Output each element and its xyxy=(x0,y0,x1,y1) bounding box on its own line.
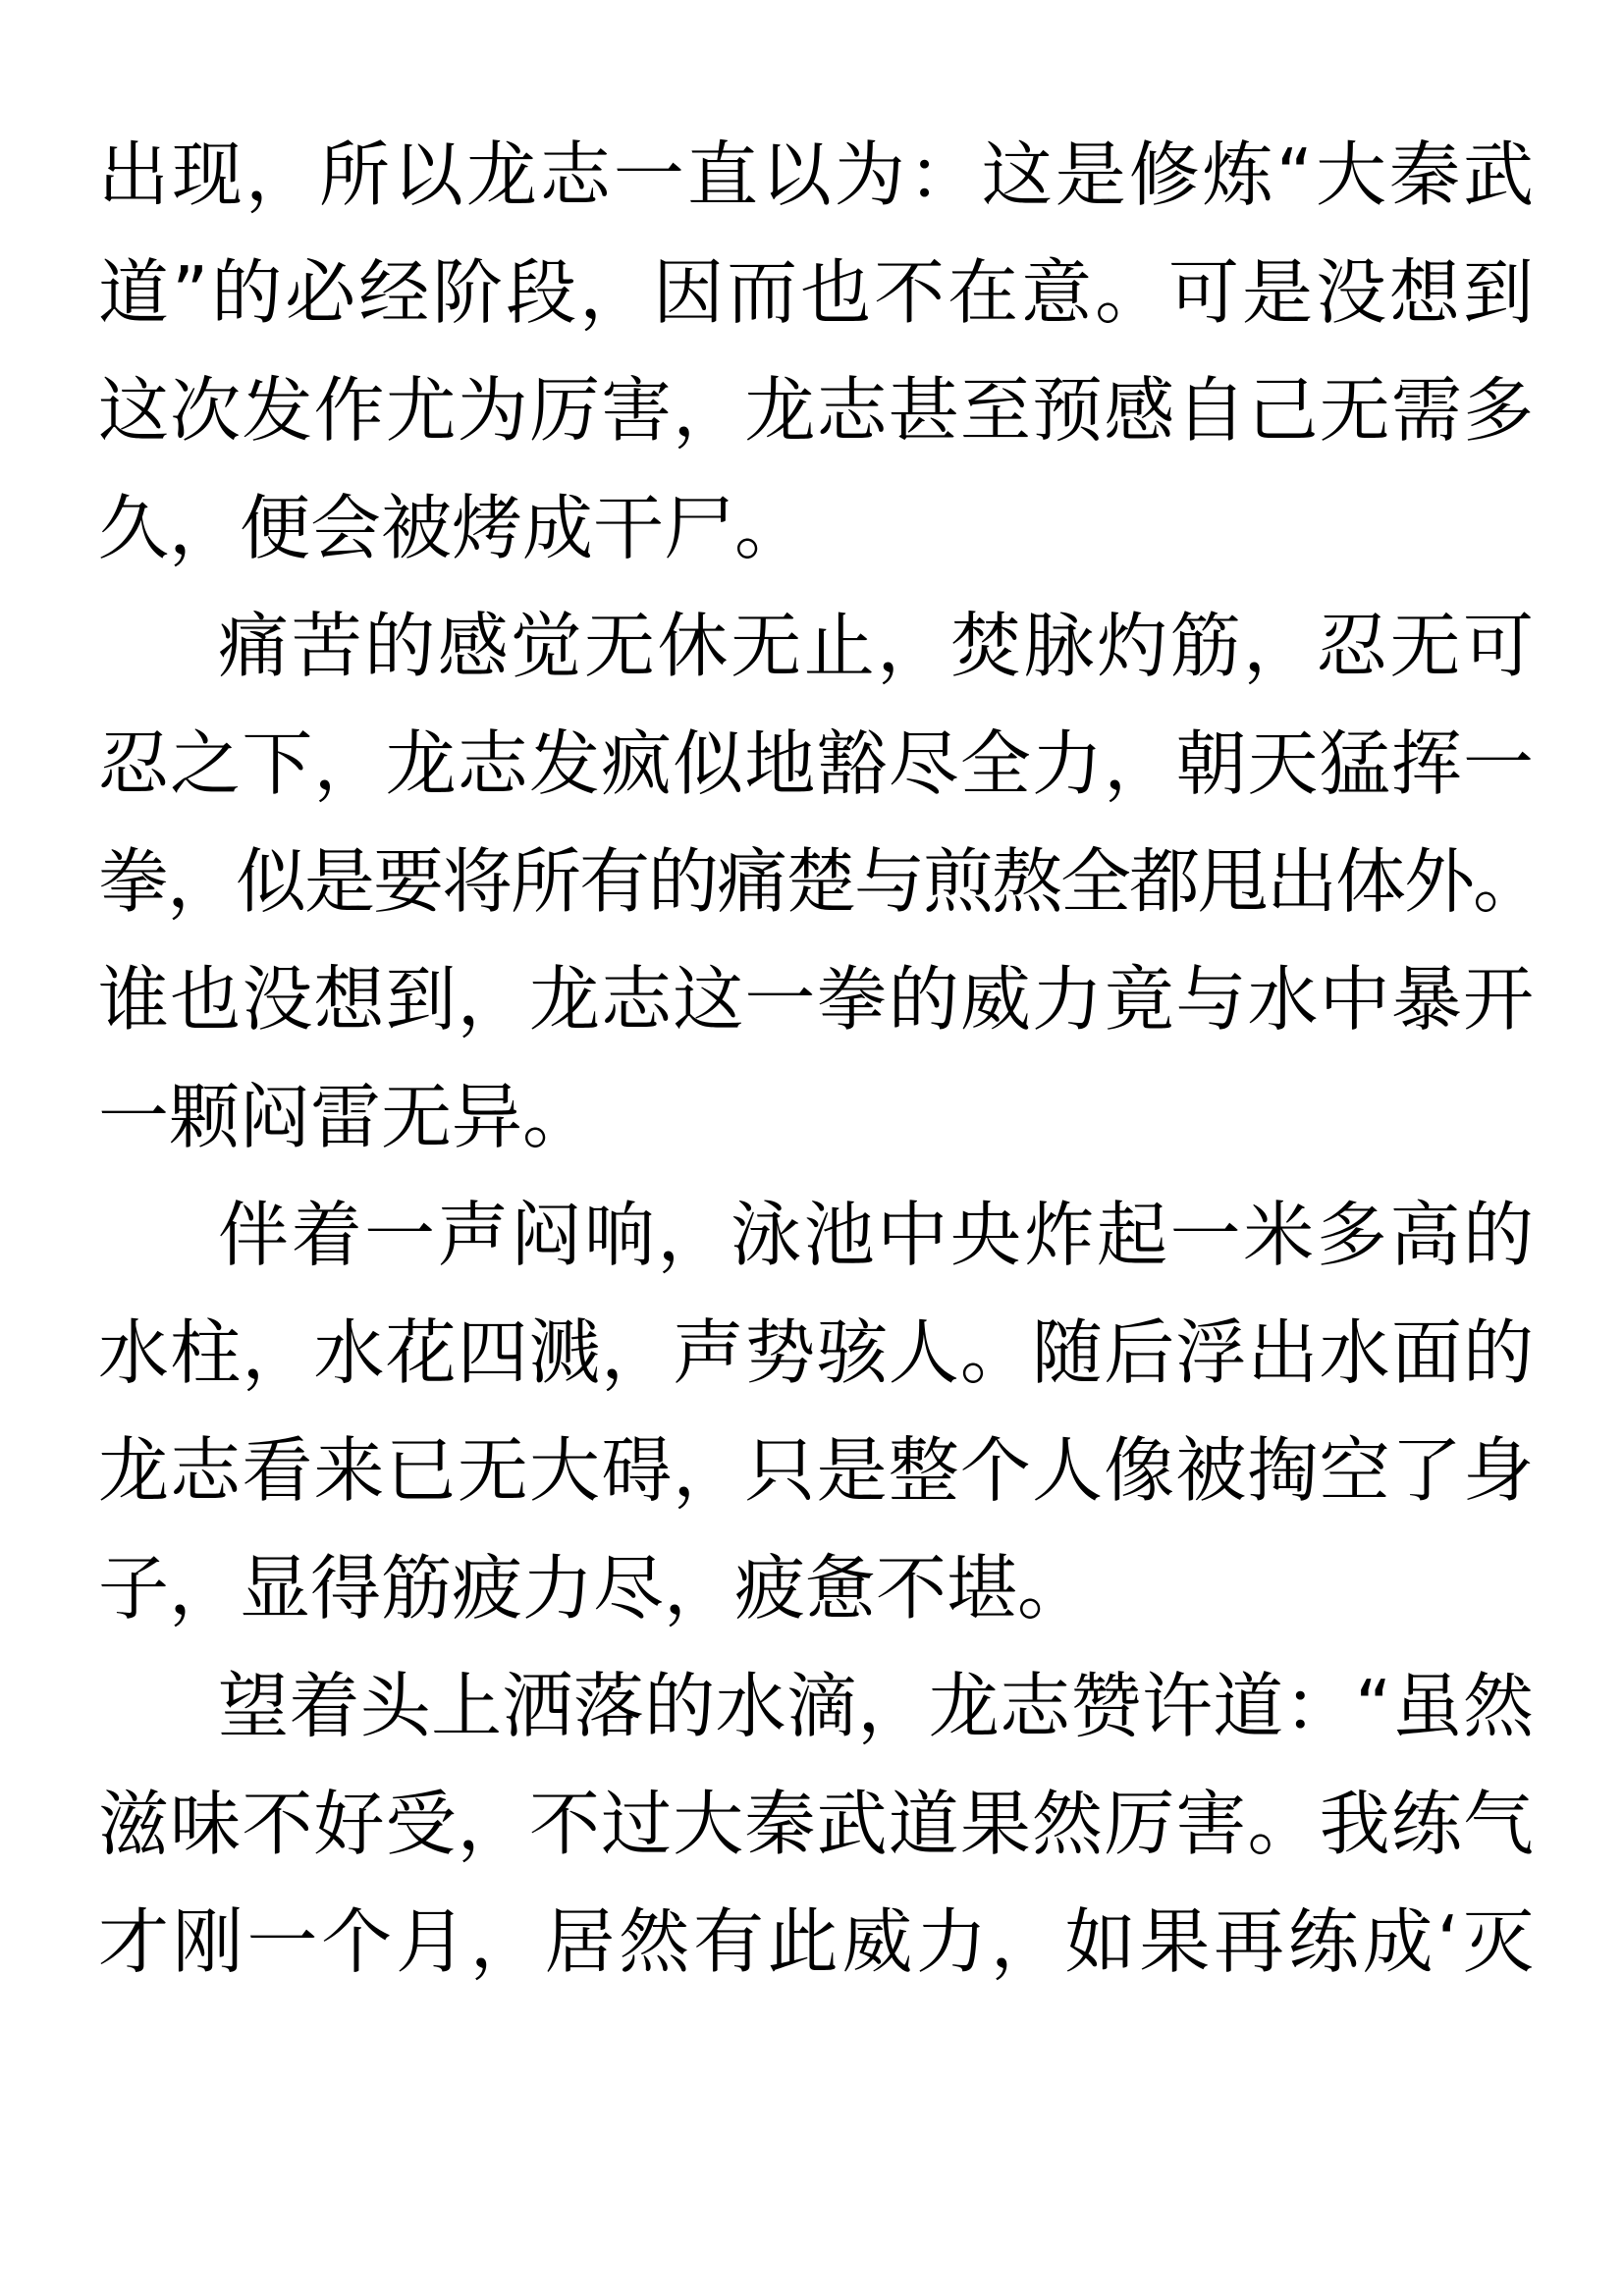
text-line: 谁也没想到，龙志这一拳的威力竟与水中暴开 xyxy=(98,958,1534,1041)
text-line: 滋味不好受，不过大秦武道果然厉害。我练气 xyxy=(98,1783,1534,1865)
document-page xyxy=(98,116,1543,2001)
text-line: 道”的必经阶段，因而也不在意。可是没想到 xyxy=(98,251,1534,334)
text-line: 子，显得筋疲力尽，疲惫不堪。 xyxy=(98,1547,1089,1629)
text-line: 久，便会被烤成干尸。 xyxy=(98,487,806,569)
paragraph-first-line: 伴着一声闷响，泳池中央炸起一米多高的 xyxy=(218,1194,1534,1276)
text-line: 忍之下，龙志发疯似地豁尽全力，朝天猛挥一 xyxy=(98,722,1534,805)
text-line: 才刚一个月，居然有此威力，如果再练成‘灭 xyxy=(98,1900,1534,1983)
text-line: 拳，似是要将所有的痛楚与煎熬全都甩出体外。 xyxy=(98,840,1543,923)
text-line: 这次发作尤为厉害，龙志甚至预感自己无需多 xyxy=(98,369,1534,452)
text-line: 出现，所以龙志一直以为：这是修炼“大秦武 xyxy=(98,133,1534,216)
paragraph-first-line: 痛苦的感觉无休无止，焚脉灼筋，忍无可 xyxy=(218,605,1534,687)
text-line: 一颗闷雷无异。 xyxy=(98,1076,594,1158)
text-line: 水柱，水花四溅，声势骇人。随后浮出水面的 xyxy=(98,1311,1534,1394)
paragraph-first-line: 望着头上洒落的水滴，龙志赞许道：“虽然 xyxy=(218,1665,1534,1747)
text-line: 龙志看来已无大碍，只是整个人像被掏空了身 xyxy=(98,1429,1534,1512)
